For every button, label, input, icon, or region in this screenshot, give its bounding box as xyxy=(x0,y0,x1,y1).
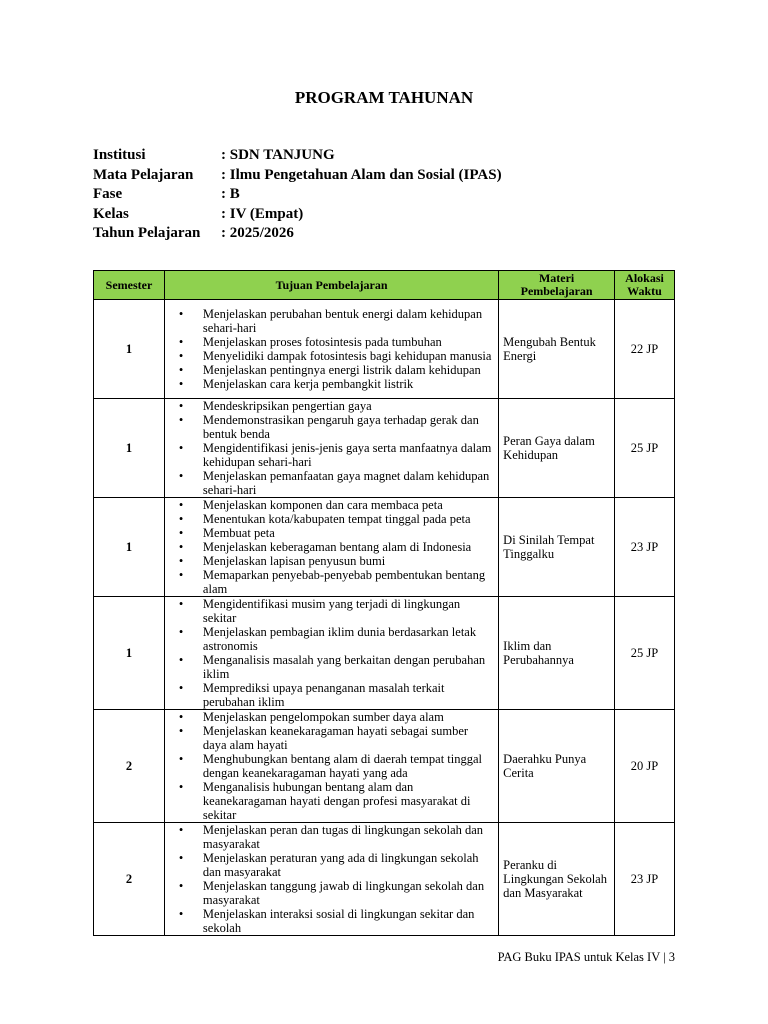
info-value: : SDN TANJUNG xyxy=(221,147,335,163)
materi-cell: Mengubah Bentuk Energi xyxy=(499,300,615,399)
table-row xyxy=(94,498,675,597)
list-item: • Menjelaskan perubahan bentuk energi dalam kehidupan sehari-hari xyxy=(203,307,494,335)
list-item: • Menjelaskan lapisan penyusun bumi xyxy=(203,554,494,568)
info-value: : Ilmu Pengetahuan Alam dan Sosial (IPAS) xyxy=(221,166,502,183)
list-item: • Menjelaskan pembagian iklim dunia berdasarkan letak astronomis xyxy=(203,625,494,653)
list-item: • Menjelaskan komponen dan cara membaca peta xyxy=(203,498,494,512)
list-item: • Mengidentifikasi jenis-jenis gaya serta manfaatnya dalam kehidupan sehari-hari xyxy=(203,441,494,469)
info-row-mata-pelajaran xyxy=(93,166,502,186)
materi-cell: Daerahku Punya Cerita xyxy=(499,710,615,823)
list-item: • Menyelidiki dampak fotosintesis bagi kehidupan manusia xyxy=(203,349,494,363)
info-label: Fase xyxy=(93,186,123,202)
alokasi-cell: 22 JP xyxy=(615,300,675,399)
tujuan-cell xyxy=(164,823,498,936)
info-label: Institusi xyxy=(93,147,146,163)
list-item: • Membuat peta xyxy=(203,526,494,540)
semester-cell: 1 xyxy=(94,399,165,498)
list-item: • Menjelaskan peran dan tugas di lingkungan sekolah dan masyarakat xyxy=(203,823,494,851)
list-item: • Menjelaskan pemanfaatan gaya magnet dalam kehidupan sehari-hari xyxy=(203,469,494,497)
info-row-kelas xyxy=(93,205,502,225)
page-footer: PAG Buku IPAS untuk Kelas IV | 3 xyxy=(497,950,675,964)
header-alokasi: Alokasi Waktu xyxy=(615,271,675,300)
header-semester: Semester xyxy=(94,271,165,300)
list-item: • Memprediksi upaya penanganan masalah terkait perubahan iklim xyxy=(203,681,494,709)
list-item: • Mendeskripsikan pengertian gaya xyxy=(203,399,494,413)
list-item: • Menganalisis masalah yang berkaitan dengan perubahan iklim xyxy=(203,653,494,681)
semester-cell: 1 xyxy=(94,498,165,597)
materi-cell: Di Sinilah Tempat Tinggalku xyxy=(499,498,615,597)
materi-cell: Peranku di Lingkungan Sekolah dan Masyarakat xyxy=(499,823,615,936)
list-item: • Memaparkan penyebab-penyebab pembentukan bentang alam xyxy=(203,568,494,596)
alokasi-cell: 25 JP xyxy=(615,399,675,498)
header-materi: Materi Pembelajaran xyxy=(499,271,615,300)
tujuan-cell xyxy=(164,597,498,710)
semester-cell: 2 xyxy=(94,823,165,936)
semester-cell: 2 xyxy=(94,710,165,823)
list-item: • Menganalisis hubungan bentang alam dan keanekaragaman hayati dengan profesi masyarakat di sekitar xyxy=(203,780,494,822)
list-item: • Mengidentifikasi musim yang terjadi di lingkungan sekitar xyxy=(203,597,494,625)
program-table xyxy=(93,270,675,936)
table-row xyxy=(94,300,675,399)
list-item: • Menjelaskan keberagaman bentang alam di Indonesia xyxy=(203,540,494,554)
page-title: PROGRAM TAHUNAN xyxy=(294,88,474,107)
tujuan-list xyxy=(169,399,494,497)
list-item: • Menjelaskan interaksi sosial di lingkungan sekitar dan sekolah xyxy=(203,907,494,935)
info-row-tahun-pelajaran xyxy=(93,224,502,244)
info-label: Tahun Pelajaran xyxy=(93,225,201,241)
tujuan-list xyxy=(169,710,494,822)
list-item: • Menentukan kota/kabupaten tempat tinggal pada peta xyxy=(203,512,494,526)
info-value: : B xyxy=(221,186,240,202)
list-item: • Menjelaskan proses fotosintesis pada tumbuhan xyxy=(203,335,494,349)
tujuan-list xyxy=(169,307,494,391)
info-value: : IV (Empat) xyxy=(221,205,304,222)
table-row xyxy=(94,823,675,936)
list-item: • Menjelaskan keanekaragaman hayati sebagai sumber daya alam hayati xyxy=(203,724,494,752)
materi-cell: Peran Gaya dalam Kehidupan xyxy=(499,399,615,498)
info-label: Kelas xyxy=(93,205,129,222)
identity-info xyxy=(93,146,502,244)
alokasi-cell: 23 JP xyxy=(615,823,675,936)
list-item: • Menjelaskan tanggung jawab di lingkungan sekolah dan masyarakat xyxy=(203,879,494,907)
tujuan-list xyxy=(169,597,494,709)
header-tujuan: Tujuan Pembelajaran xyxy=(164,271,498,300)
table-row xyxy=(94,710,675,823)
tujuan-cell xyxy=(164,498,498,597)
list-item: • Menjelaskan peraturan yang ada di lingkungan sekolah dan masyarakat xyxy=(203,851,494,879)
list-item: • Mendemonstrasikan pengaruh gaya terhadap gerak dan bentuk benda xyxy=(203,413,494,441)
semester-cell: 1 xyxy=(94,300,165,399)
tujuan-list xyxy=(169,823,494,935)
list-item: • Menjelaskan pengelompokan sumber daya alam xyxy=(203,710,494,724)
alokasi-cell: 20 JP xyxy=(615,710,675,823)
tujuan-cell xyxy=(164,300,498,399)
info-row-institusi xyxy=(93,146,502,166)
tujuan-cell xyxy=(164,399,498,498)
list-item: • Menjelaskan pentingnya energi listrik dalam kehidupan xyxy=(203,363,494,377)
list-item: • Menghubungkan bentang alam di daerah tempat tinggal dengan keanekaragaman hayati yang ada xyxy=(203,752,494,780)
info-value: : 2025/2026 xyxy=(221,225,294,241)
table-row xyxy=(94,597,675,710)
list-item: • Menjelaskan cara kerja pembangkit listrik xyxy=(203,377,494,391)
info-label: Mata Pelajaran xyxy=(93,166,194,183)
table-header-row xyxy=(94,271,675,300)
table-row xyxy=(94,399,675,498)
alokasi-cell: 23 JP xyxy=(615,498,675,597)
semester-cell: 1 xyxy=(94,597,165,710)
tujuan-cell xyxy=(164,710,498,823)
alokasi-cell: 25 JP xyxy=(615,597,675,710)
tujuan-list xyxy=(169,498,494,596)
materi-cell: Iklim dan Perubahannya xyxy=(499,597,615,710)
info-row-fase xyxy=(93,185,502,205)
